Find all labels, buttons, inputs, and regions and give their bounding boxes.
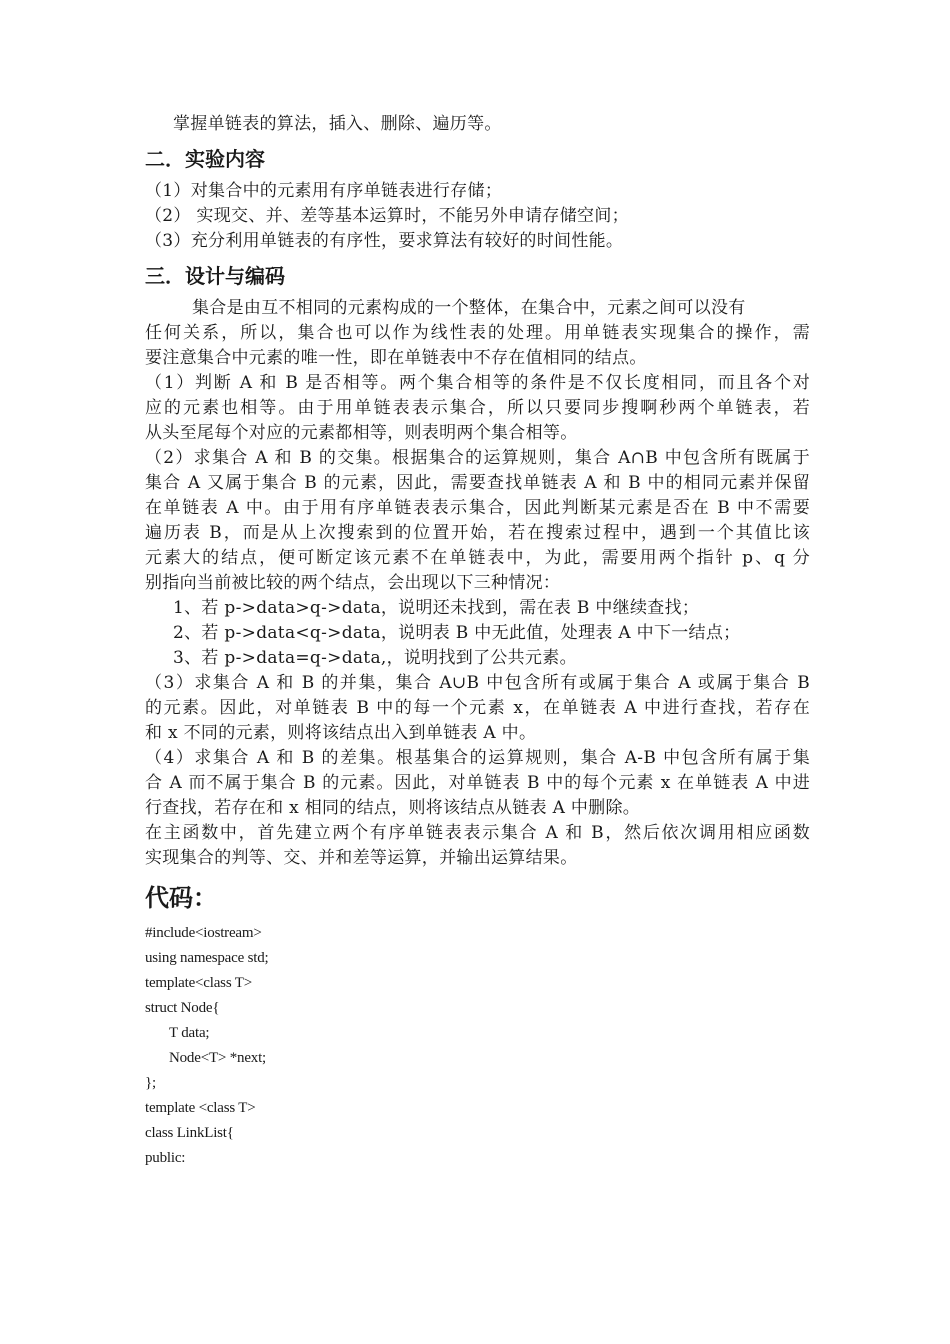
paragraph-line: 要注意集合中元素的唯一性，即在单链表中不存在值相同的结点。 [145,348,647,368]
case-item: 1、若 p->data>q->data，说明还未找到，需在表 B 中继续查找； [173,598,700,618]
paragraph-line: 应的元素也相等。由于用单链表表示集合，所以只要同步搜啊秒两个单链表，若 [145,398,810,418]
paragraph-line: 元素大的结点，便可断定该元素不在单链表中，为此，需要用两个指针 p、q 分 [145,548,810,568]
paragraph-line: （2）求集合 A 和 B 的交集。根据集合的运算规则，集合 A∩B 中包含所有既属于 [145,448,810,468]
code-line: Node<T> *next; [169,1050,267,1066]
paragraph-line: 的元素。因此，对单链表 B 中的每一个元素 x，在单链表 A 中进行查找，若存在 [145,698,810,718]
code-line: #include<iostream> [145,925,262,941]
paragraph-line: 别指向当前被比较的两个结点，会出现以下三种情况： [145,573,561,593]
code-line: using namespace std; [145,950,269,966]
section-heading-content: 二．实验内容 [145,147,265,171]
paragraph-line: 从头至尾每个对应的元素都相等，则表明两个集合相等。 [145,423,578,443]
code-line: public: [145,1150,186,1166]
paragraph-line: （1）判断 A 和 B 是否相等。两个集合相等的条件是不仅长度相同，而且各个对 [145,373,810,393]
code-line: T data; [169,1025,210,1041]
paragraph-line: 在主函数中，首先建立两个有序单链表表示集合 A 和 B，然后依次调用相应函数 [145,823,810,843]
code-heading: 代码： [145,884,217,912]
content-item: （2） 实现交、并、差等基本运算时，不能另外申请存储空间； [145,206,629,226]
paragraph-line: （3）求集合 A 和 B 的并集，集合 A∪B 中包含所有或属于集合 A 或属于集合 B [145,673,810,693]
content-item: （1）对集合中的元素用有序单链表进行存储； [145,181,503,201]
paragraph-line: 实现集合的判等、交、并和差等运算，并输出运算结果。 [145,848,578,868]
code-line: template<class T> [145,975,252,991]
paragraph-line: 遍历表 B，而是从上次搜索到的位置开始，若在搜索过程中，遇到一个其值比该 [145,523,810,543]
code-line: template <class T> [145,1100,256,1116]
paragraph-line: 合 A 而不属于集合 B 的元素。因此，对单链表 B 中的每个元素 x 在单链表 A 中进 [145,773,810,793]
content-item: （3）充分利用单链表的有序性，要求算法有较好的时间性能。 [145,231,624,251]
code-line: }; [145,1075,156,1091]
document-page [145,112,810,1171]
case-item: 2、若 p->data<q->data，说明表 B 中无此值，处理表 A 中下一结点； [173,623,741,643]
paragraph-line: 集合是由互不相同的元素构成的一个整体，在集合中，元素之间可以没有 [192,298,746,318]
paragraph-line: 在单链表 A 中。由于用有序单链表表示集合，因此判断某元素是否在 B 中不需要 [145,498,810,518]
paragraph-line: （4）求集合 A 和 B 的差集。根基集合的运算规则，集合 A-B 中包含所有属于集 [145,748,810,768]
paragraph-line: 行查找，若存在和 x 相同的结点，则将该结点从链表 A 中删除。 [145,798,641,818]
code-line: class LinkList{ [145,1125,234,1141]
case-item: 3、若 p->data=q->data,，说明找到了公共元素。 [173,648,577,668]
paragraph-line: 集合 A 又属于集合 B 的元素，因此，需要查找单链表 A 和 B 中的相同元素并保留 [145,473,810,493]
code-line: struct Node{ [145,1000,220,1016]
intro-text: 掌握单链表的算法，插入、删除、遍历等。 [173,114,502,134]
paragraph-line: 和 x 不同的元素，则将该结点出入到单链表 A 中。 [145,723,537,743]
paragraph-line: 任何关系，所以，集合也可以作为线性表的处理。用单链表实现集合的操作，需 [145,323,810,343]
section-heading-design: 三．设计与编码 [145,264,285,288]
